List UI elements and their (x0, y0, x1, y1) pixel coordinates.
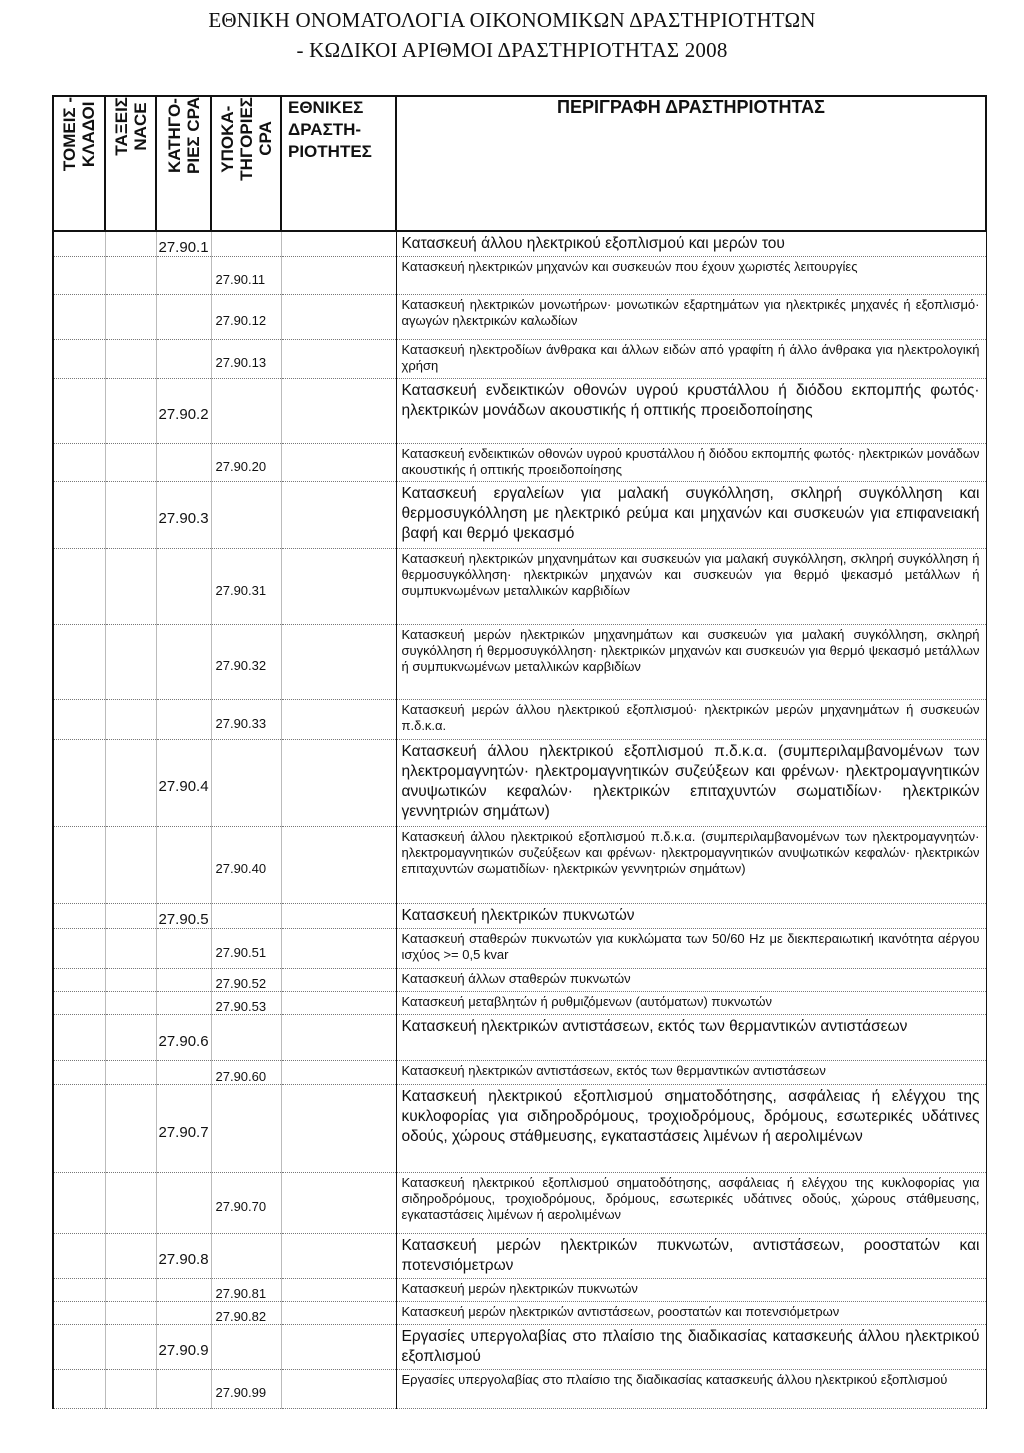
empty-cell (281, 1234, 396, 1279)
table-row (53, 1325, 986, 1370)
empty-cell (53, 444, 105, 482)
empty-cell (281, 904, 396, 929)
empty-cell (105, 1234, 156, 1279)
empty-cell (156, 992, 211, 1015)
empty-cell (53, 379, 105, 444)
empty-cell (53, 992, 105, 1015)
table-row (53, 700, 986, 740)
empty-cell (105, 1325, 156, 1370)
table-row (53, 827, 986, 904)
empty-cell (53, 969, 105, 992)
empty-cell (53, 740, 105, 827)
subcategory-code: 27.90.70 (211, 1173, 281, 1234)
empty-cell (105, 992, 156, 1015)
subcategory-code: 27.90.82 (211, 1302, 281, 1325)
empty-cell (53, 549, 105, 625)
table-row (53, 929, 986, 969)
empty-cell (105, 827, 156, 904)
empty-cell (281, 1325, 396, 1370)
empty-cell (105, 1085, 156, 1173)
empty-cell (53, 904, 105, 929)
table-row (53, 740, 986, 827)
empty-cell (281, 992, 396, 1015)
activity-description: Κατασκευή ηλεκτρικών πυκνωτών (396, 904, 986, 929)
empty-cell (53, 1370, 105, 1409)
empty-cell (53, 1015, 105, 1061)
table-row (53, 1370, 986, 1409)
table-row (53, 1173, 986, 1234)
subcategory-code: 27.90.13 (211, 340, 281, 379)
empty-cell (211, 482, 281, 549)
empty-cell (281, 549, 396, 625)
col-header-sectors: ΤΟΜΕΙΣ - ΚΛΑΔΟΙ (53, 96, 105, 231)
empty-cell (105, 444, 156, 482)
table-row (53, 904, 986, 929)
empty-cell (156, 1061, 211, 1085)
subcategory-code: 27.90.40 (211, 827, 281, 904)
col-header-subcpa: ΥΠΟΚΑ- ΤΗΓΟΡΙΕΣ CPA (211, 96, 281, 231)
empty-cell (281, 1061, 396, 1085)
table-row (53, 295, 986, 340)
table-row (53, 1234, 986, 1279)
empty-cell (53, 1302, 105, 1325)
activity-description: Κατασκευή ηλεκτρικών μηχανημάτων και συσκευών για μαλακή συγκόλληση, σκληρή συγκόλληση ή θερμοσυγκόλληση· ηλεκτρικών μηχανών και συσκευών για θερμό ψεκασμό μετάλλων ή συμπυκνωμένων μεταλλικών καρβιδίων (396, 549, 986, 625)
activity-description: Κατασκευή σταθερών πυκνωτών για κυκλώματα των 50/60 Hz με διεκπεραιωτική ικανότητα αέργου ισχύος >= 0,5 kvar (396, 929, 986, 969)
table-row (53, 1085, 986, 1173)
activity-description: Κατασκευή μερών ηλεκτρικών αντιστάσεων, ροοστατών και ποτενσιόμετρων (396, 1302, 986, 1325)
table-row (53, 379, 986, 444)
activity-description: Κατασκευή άλλου ηλεκτρικού εξοπλισμού π.δ.κ.α. (συμπεριλαμβανομένων των ηλεκτρομαγνητών· ηλεκτρομαγνητικών συζεύξεων και φρένων· ηλεκτρομαγνητικών ανυψωτικών κεφαλών· ηλεκτρικών επιταχυντών σωματιδίων· ηλεκτρικών γεννητριών σημάτων) (396, 740, 986, 827)
empty-cell (156, 295, 211, 340)
empty-cell (53, 700, 105, 740)
subcategory-code: 27.90.31 (211, 549, 281, 625)
table-row (53, 625, 986, 700)
category-code: 27.90.9 (156, 1325, 211, 1370)
activity-description: Κατασκευή μερών ηλεκτρικών πυκνωτών, αντιστάσεων, ροοστατών και ποτενσιόμετρων (396, 1234, 986, 1279)
empty-cell (105, 257, 156, 295)
activity-description: Εργασίες υπεργολαβίας στο πλαίσιο της διαδικασίας κατασκευής άλλου ηλεκτρικού εξοπλισμού (396, 1370, 986, 1409)
empty-cell (156, 549, 211, 625)
activity-description: Κατασκευή ενδεικτικών οθονών υγρού κρυστάλλου ή διόδου εκπομπής φωτός· ηλεκτρικών μονάδων ακουστικής ή οπτικής προειδοποίησης (396, 444, 986, 482)
category-code: 27.90.2 (156, 379, 211, 444)
table-row (53, 1279, 986, 1302)
empty-cell (156, 1370, 211, 1409)
table-row (53, 992, 986, 1015)
empty-cell (53, 827, 105, 904)
empty-cell (105, 549, 156, 625)
category-code: 27.90.7 (156, 1085, 211, 1173)
activity-description: Κατασκευή μεταβλητών ή ρυθμιζόμενων (αυτόματων) πυκνωτών (396, 992, 986, 1015)
subcategory-code: 27.90.52 (211, 969, 281, 992)
document-title: ΕΘΝΙΚΗ ΟΝΟΜΑΤΟΛΟΓΙΑ ΟΙΚΟΝΟΜΙΚΩΝ ΔΡΑΣΤΗΡΙΟΤΗΤΩΝ (208, 8, 816, 32)
empty-cell (105, 340, 156, 379)
table-row (53, 549, 986, 625)
empty-cell (105, 1061, 156, 1085)
empty-cell (211, 1234, 281, 1279)
empty-cell (211, 231, 281, 257)
table-row (53, 1302, 986, 1325)
empty-cell (105, 295, 156, 340)
empty-cell (53, 1085, 105, 1173)
empty-cell (105, 231, 156, 257)
empty-cell (53, 1234, 105, 1279)
empty-cell (53, 1279, 105, 1302)
activity-description: Κατασκευή άλλου ηλεκτρικού εξοπλισμού π.δ.κ.α. (συμπεριλαμβανομένων των ηλεκτρομαγνητών· ηλεκτρομαγνητικών συζεύξεων και φρένων· ηλεκτρομαγνητικών ανυψωτικών κεφαλών· ηλεκτρικών επιταχυντών σωματιδίων· ηλεκτρικών γεννητριών σημάτων) (396, 827, 986, 904)
empty-cell (105, 1370, 156, 1409)
empty-cell (281, 340, 396, 379)
empty-cell (156, 1173, 211, 1234)
activity-description: Εργασίες υπεργολαβίας στο πλαίσιο της διαδικασίας κατασκευής άλλου ηλεκτρικού εξοπλισμού (396, 1325, 986, 1370)
empty-cell (281, 1085, 396, 1173)
empty-cell (53, 340, 105, 379)
empty-cell (53, 482, 105, 549)
empty-cell (156, 1302, 211, 1325)
empty-cell (281, 1173, 396, 1234)
subcategory-code: 27.90.20 (211, 444, 281, 482)
empty-cell (105, 1173, 156, 1234)
table-row (53, 257, 986, 295)
col-header-cpa: ΚΑΤΗΓΟ- ΡΙΕΣ CPA (156, 96, 211, 231)
empty-cell (211, 1015, 281, 1061)
empty-cell (156, 625, 211, 700)
empty-cell (281, 231, 396, 257)
category-code: 27.90.4 (156, 740, 211, 827)
col-header-national: ΕΘΝΙΚΕΣ ΔΡΑΣΤΗ- ΡΙΟΤΗΤΕΣ (281, 96, 396, 231)
empty-cell (53, 295, 105, 340)
category-code: 27.90.5 (156, 904, 211, 929)
subcategory-code: 27.90.81 (211, 1279, 281, 1302)
activity-description: Κατασκευή μερών ηλεκτρικών πυκνωτών (396, 1279, 986, 1302)
empty-cell (105, 929, 156, 969)
empty-cell (105, 1015, 156, 1061)
activity-description: Κατασκευή άλλων σταθερών πυκνωτών (396, 969, 986, 992)
activity-description: Κατασκευή εργαλείων για μαλακή συγκόλληση, σκληρή συγκόλληση και θερμοσυγκόλληση με ηλεκτρικό ρεύμα και μηχανών και συσκευών για επιφανειακή βαφή και θερμό ψεκασμό (396, 482, 986, 549)
col-header-description: ΠΕΡΙΓΡΑΦΗ ΔΡΑΣΤΗΡΙΟΤΗΤΑΣ (396, 96, 986, 231)
table-row (53, 444, 986, 482)
table-row (53, 482, 986, 549)
col-header-nace: ΤΑΞΕΙΣ NACE (105, 96, 156, 231)
activity-description: Κατασκευή ηλεκτρικού εξοπλισμού σηματοδότησης, ασφάλειας ή ελέγχου της κυκλοφορίας για σιδηροδρόμους, τροχιοδρόμους, δρόμους, εσωτερικές υδάτινες οδούς, χώρους στάθμευσης, εγκαταστάσεις λιμένων ή αερολιμένων (396, 1085, 986, 1173)
empty-cell (281, 295, 396, 340)
activity-description: Κατασκευή μερών άλλου ηλεκτρικού εξοπλισμού· ηλεκτρικών μερών μηχανημάτων ή συσκευών π.δ.κ.α. (396, 700, 986, 740)
empty-cell (281, 625, 396, 700)
subcategory-code: 27.90.60 (211, 1061, 281, 1085)
empty-cell (211, 904, 281, 929)
empty-cell (53, 625, 105, 700)
table-row (53, 1061, 986, 1085)
activity-description: Κατασκευή ηλεκτρικών αντιστάσεων, εκτός των θερμαντικών αντιστάσεων (396, 1061, 986, 1085)
activity-description: Κατασκευή ηλεκτρικού εξοπλισμού σηματοδότησης, ασφάλειας ή ελέγχου της κυκλοφορίας για σιδηροδρόμους, τροχιοδρόμους, δρόμους, εσωτερικές υδάτινες οδούς, χώρους στάθμευσης, εγκαταστάσεις λιμένων ή αερολιμένων (396, 1173, 986, 1234)
empty-cell (53, 1325, 105, 1370)
empty-cell (281, 379, 396, 444)
empty-cell (281, 444, 396, 482)
empty-cell (105, 1302, 156, 1325)
document-subtitle: - ΚΩΔΙΚΟΙ ΑΡΙΘΜΟΙ ΔΡΑΣΤΗΡΙΟΤΗΤΑΣ 2008 (296, 38, 728, 62)
empty-cell (53, 1173, 105, 1234)
activity-description: Κατασκευή μερών ηλεκτρικών μηχανημάτων και συσκευών για μαλακή συγκόλληση, σκληρή συγκόλληση ή θερμοσυγκόλληση· ηλεκτρικών μηχανών και συσκευών για θερμό ψεκασμό μετάλλων ή συμπυκνωμένων μεταλλικών καρβιδίων (396, 625, 986, 700)
activity-description: Κατασκευή ηλεκτρικών μονωτήρων· μονωτικών εξαρτημάτων για ηλεκτρικές μηχανές ή εξοπλισμό· αγωγών ηλεκτρικών καλωδίων (396, 295, 986, 340)
table-row (53, 969, 986, 992)
empty-cell (156, 827, 211, 904)
empty-cell (281, 1302, 396, 1325)
category-code: 27.90.8 (156, 1234, 211, 1279)
table-row (53, 340, 986, 379)
subcategory-code: 27.90.11 (211, 257, 281, 295)
empty-cell (156, 929, 211, 969)
category-code: 27.90.1 (156, 231, 211, 257)
subcategory-code: 27.90.53 (211, 992, 281, 1015)
subcategory-code: 27.90.99 (211, 1370, 281, 1409)
empty-cell (211, 379, 281, 444)
empty-cell (281, 929, 396, 969)
activity-description: Κατασκευή ηλεκτρικών αντιστάσεων, εκτός των θερμαντικών αντιστάσεων (396, 1015, 986, 1061)
empty-cell (105, 379, 156, 444)
empty-cell (156, 1279, 211, 1302)
activity-description: Κατασκευή ηλεκτρικών μηχανών και συσκευών που έχουν χωριστές λειτουργίες (396, 257, 986, 295)
empty-cell (156, 969, 211, 992)
category-code: 27.90.3 (156, 482, 211, 549)
subcategory-code: 27.90.12 (211, 295, 281, 340)
empty-cell (281, 1015, 396, 1061)
table-body (53, 231, 986, 1409)
empty-cell (281, 1279, 396, 1302)
empty-cell (281, 482, 396, 549)
subcategory-code: 27.90.51 (211, 929, 281, 969)
empty-cell (281, 1370, 396, 1409)
empty-cell (105, 625, 156, 700)
empty-cell (281, 740, 396, 827)
empty-cell (211, 1325, 281, 1370)
table-row (53, 231, 986, 257)
empty-cell (53, 257, 105, 295)
subcategory-code: 27.90.32 (211, 625, 281, 700)
empty-cell (211, 1085, 281, 1173)
empty-cell (211, 740, 281, 827)
empty-cell (281, 827, 396, 904)
empty-cell (105, 700, 156, 740)
empty-cell (156, 444, 211, 482)
empty-cell (105, 904, 156, 929)
empty-cell (105, 482, 156, 549)
activity-codes-table (52, 95, 987, 1409)
table-row (53, 1015, 986, 1061)
subcategory-code: 27.90.33 (211, 700, 281, 740)
empty-cell (281, 257, 396, 295)
activity-description: Κατασκευή άλλου ηλεκτρικού εξοπλισμού και μερών του (396, 231, 986, 257)
empty-cell (53, 231, 105, 257)
activity-description: Κατασκευή ενδεικτικών οθονών υγρού κρυστάλλου ή διόδου εκπομπής φωτός· ηλεκτρικών μονάδων ακουστικής ή οπτικής προειδοποίησης (396, 379, 986, 444)
category-code: 27.90.6 (156, 1015, 211, 1061)
table-header-row (53, 96, 986, 231)
empty-cell (281, 700, 396, 740)
empty-cell (156, 340, 211, 379)
activity-description: Κατασκευή ηλεκτροδίων άνθρακα και άλλων ειδών από γραφίτη ή άλλο άνθρακα για ηλεκτρολογική χρήση (396, 340, 986, 379)
empty-cell (105, 1279, 156, 1302)
empty-cell (105, 969, 156, 992)
empty-cell (281, 969, 396, 992)
empty-cell (53, 1061, 105, 1085)
empty-cell (105, 740, 156, 827)
empty-cell (53, 929, 105, 969)
empty-cell (156, 700, 211, 740)
empty-cell (156, 257, 211, 295)
